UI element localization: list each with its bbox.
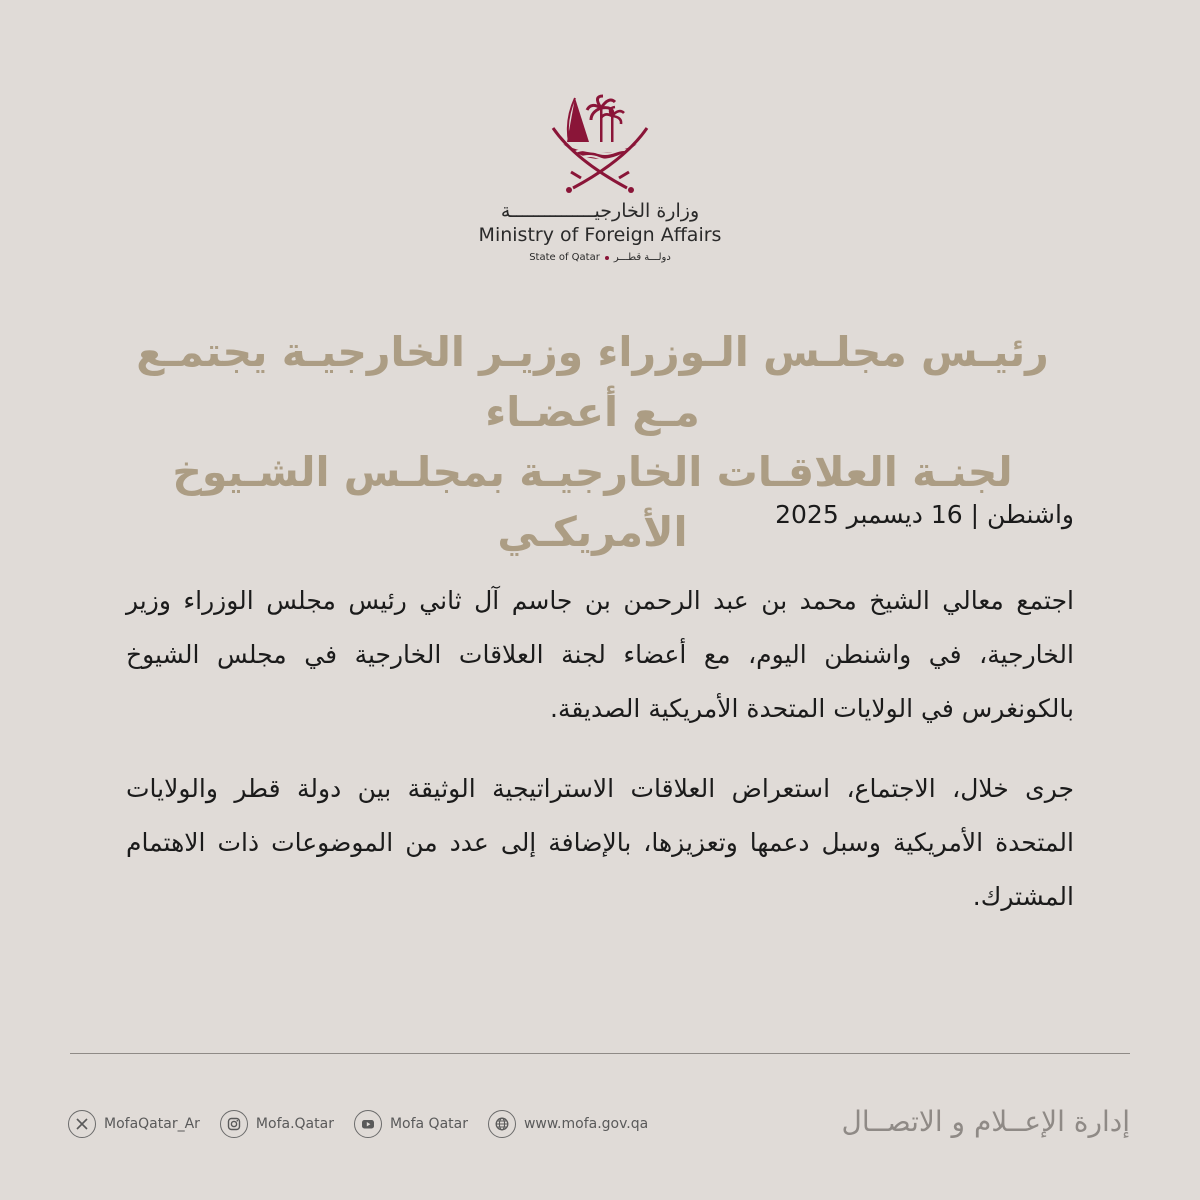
body-paragraph-1: اجتمع معالي الشيخ محمد بن عبد الرحمن بن جاسم آل ثاني رئيس مجلس الوزراء وزير الخارجية، في واشنطن اليوم، مع أعضاء لجنة العلاقات الخارجية في مجلس الشيوخ بالكونغرس في الولايات المتحدة الأمريكية الصديقة. bbox=[126, 586, 1074, 723]
x-icon bbox=[68, 1110, 96, 1138]
footer-divider bbox=[70, 1053, 1130, 1054]
social-link-youtube[interactable] bbox=[354, 1110, 468, 1138]
headline-line-2: لجنـة العلاقـات الخارجيـة بمجلـس الشـيوخ الأمريكـي bbox=[172, 448, 1013, 556]
youtube-icon bbox=[354, 1110, 382, 1138]
globe-icon bbox=[488, 1110, 516, 1138]
social-link-instagram[interactable] bbox=[220, 1110, 334, 1138]
social-links bbox=[68, 1106, 648, 1142]
separator-dot-icon bbox=[605, 256, 609, 260]
ministry-logo bbox=[0, 90, 1200, 263]
instagram-handle: Mofa.Qatar bbox=[255, 1116, 334, 1132]
state-name-arabic: دولـــة قطـــر bbox=[613, 252, 671, 263]
qatar-emblem-icon bbox=[545, 90, 655, 194]
social-link-x[interactable] bbox=[68, 1110, 200, 1138]
dateline: واشنطن | 16 ديسمبر 2025 bbox=[775, 500, 1074, 529]
state-name-english: State of Qatar bbox=[529, 252, 600, 263]
instagram-icon bbox=[220, 1110, 248, 1138]
body-paragraph-2: جرى خلال، الاجتماع، استعراض العلاقات الاستراتيجية الوثيقة بين دولة قطر والولايات المتحدة الأمريكية وسبل دعمها وتعزيزها، بالإضافة إلى عدد من الموضوعات ذات الاهتمام المشترك. bbox=[126, 774, 1074, 911]
x-handle: MofaQatar_Ar bbox=[104, 1116, 200, 1132]
department-name: إدارة الإعــلام و الاتصــال bbox=[841, 1105, 1130, 1138]
website-url: www.mofa.gov.qa bbox=[523, 1116, 649, 1132]
social-link-website[interactable] bbox=[488, 1110, 648, 1138]
ministry-name-english: Ministry of Foreign Affairs bbox=[478, 224, 722, 246]
youtube-handle: Mofa Qatar bbox=[389, 1116, 468, 1132]
state-of-qatar-line bbox=[529, 252, 671, 263]
ministry-name-arabic: وزارة الخارجيـــــــــــــــة bbox=[500, 200, 700, 222]
headline-line-1: رئيـس مجلـس الـوزراء وزيـر الخارجيـة يجتمـع مـع أعضـاء bbox=[136, 328, 1049, 436]
